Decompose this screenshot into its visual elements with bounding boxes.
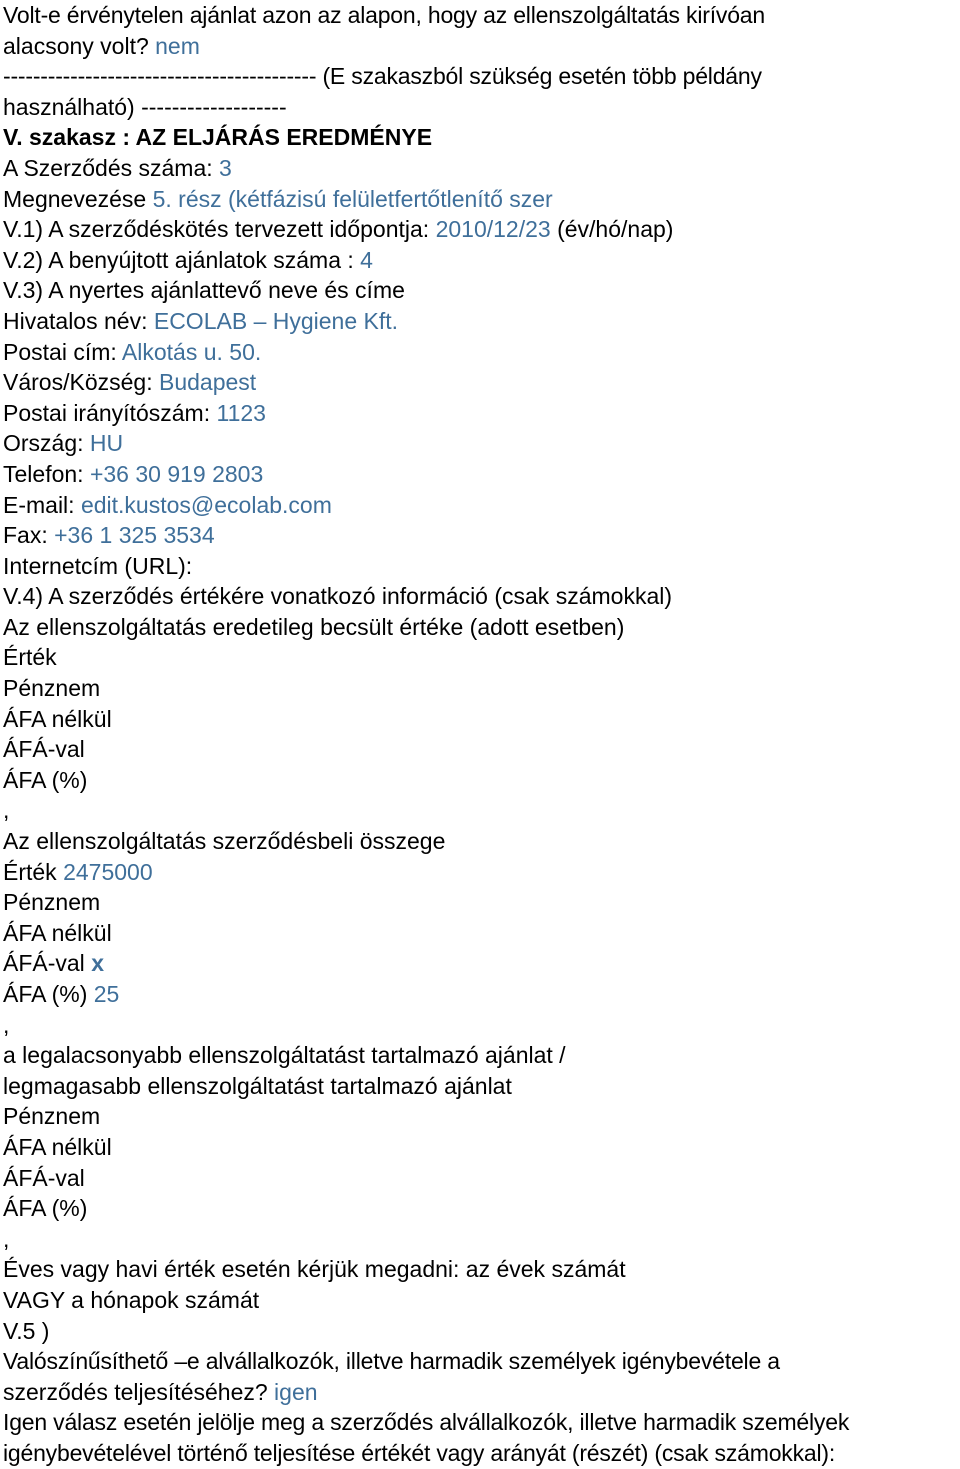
- section-title: V. szakasz : AZ ELJÁRÁS EREDMÉNYE: [3, 124, 433, 151]
- contract-name-value: 5. rész (kétfázisú felületfertőtlenítő szer: [152, 185, 553, 212]
- phone-value: +36 30 919 2803: [89, 460, 264, 487]
- contract-net-label: ÁFA nélkül: [3, 919, 112, 946]
- estimated-value-label: Érték: [3, 644, 57, 671]
- intro-line-2: alacsony volt? nem: [3, 32, 200, 59]
- winner-fax: Fax: +36 1 325 3534: [3, 522, 215, 549]
- winner-postal-address: Postai cím: Alkotás u. 50.: [3, 338, 262, 365]
- winner-email: E-mail: edit.kustos@ecolab.com: [3, 491, 332, 518]
- separator-line-1: ------------------------------------------ (E szakaszból szükség esetén több példány: [3, 63, 762, 90]
- winner-postcode: Postai irányítószám: 1123: [3, 399, 266, 426]
- annual-line-2: VAGY a hónapok számát: [3, 1286, 260, 1313]
- winner-official-name: Hivatalos név: ECOLAB – Hygiene Kft.: [3, 307, 399, 334]
- v3-winner-title: V.3) A nyertes ajánlattevő neve és címe: [3, 277, 405, 304]
- winner-country: Ország: HU: [3, 430, 124, 457]
- contract-vat-value: 25: [93, 981, 120, 1007]
- estimated-separator: ,: [3, 797, 10, 824]
- postal-address-value: Alkotás u. 50.: [121, 338, 262, 365]
- contract-gross-row: ÁFÁ-val x: [3, 950, 104, 977]
- gross-check-mark: x: [91, 950, 104, 977]
- country-value: HU: [89, 430, 124, 457]
- v5-label: V.5 ): [3, 1317, 50, 1344]
- email-value: edit.kustos@ecolab.com: [80, 491, 332, 518]
- contract-amount-value: Érték 2475000: [3, 858, 153, 885]
- offer-count-value: 4: [360, 246, 373, 273]
- winner-city: Város/Község: Budapest: [3, 369, 257, 396]
- contract-date-value: 2010/12/23: [435, 216, 551, 243]
- contract-amount-number: 2475000: [63, 858, 153, 885]
- document-page: [3, 0, 958, 1469]
- invalid-offer-answer: nem: [155, 32, 200, 59]
- subcontract-question-line-1: Valószínűsíthető –e alvállalkozók, illetve harmadik személyek igénybevétele a: [3, 1348, 780, 1375]
- estimated-currency-label: Pénznem: [3, 675, 101, 702]
- range-title-line-2: legmagasabb ellenszolgáltatást tartalmazó ajánlat: [3, 1072, 512, 1099]
- contract-separator: ,: [3, 1011, 10, 1038]
- estimated-vat-label: ÁFA (%): [3, 766, 88, 793]
- winner-phone: Telefon: +36 30 919 2803: [3, 460, 264, 487]
- contract-number: A Szerződés száma: 3: [3, 154, 232, 181]
- city-value: Budapest: [158, 369, 257, 396]
- estimated-net-label: ÁFA nélkül: [3, 705, 112, 732]
- range-separator: ,: [3, 1225, 10, 1252]
- subcontract-question-line-2: szerződés teljesítéséhez? igen: [3, 1378, 318, 1405]
- v1-contract-date: V.1) A szerződéskötés tervezett időpontja: 2010/12/23 (év/hó/nap): [3, 216, 674, 243]
- official-name-value: ECOLAB – Hygiene Kft.: [153, 307, 399, 334]
- contract-number-value: 3: [219, 154, 232, 181]
- fax-value: +36 1 325 3534: [54, 522, 215, 549]
- intro-line-1: Volt-e érvénytelen ajánlat azon az alapon, hogy az ellenszolgáltatás kirívóan: [3, 2, 765, 28]
- subcontract-instruction-line-2: igénybevételével történő teljesítése értékét vagy arányát (részét) (csak számokkal):: [3, 1439, 836, 1466]
- estimated-gross-label: ÁFÁ-val: [3, 736, 85, 763]
- estimated-value-title: Az ellenszolgáltatás eredetileg becsült értéke (adott esetben): [3, 613, 625, 640]
- range-gross-label: ÁFÁ-val: [3, 1164, 85, 1191]
- winner-url: Internetcím (URL):: [3, 552, 193, 579]
- range-net-label: ÁFA nélkül: [3, 1133, 112, 1160]
- separator-line-2: használható) -------------------: [3, 93, 287, 120]
- v4-title: V.4) A szerződés értékére vonatkozó információ (csak számokkal): [3, 583, 672, 610]
- range-currency-label: Pénznem: [3, 1103, 101, 1130]
- subcontract-instruction-line-1: Igen válasz esetén jelölje meg a szerződés alvállalkozók, illetve harmadik személyek: [3, 1409, 850, 1436]
- range-title-line-1: a legalacsonyabb ellenszolgáltatást tartalmazó ajánlat /: [3, 1042, 566, 1069]
- v2-offer-count: V.2) A benyújtott ajánlatok száma : 4: [3, 246, 373, 273]
- contract-name: Megnevezése 5. rész (kétfázisú felületfertőtlenítő szer: [3, 185, 553, 212]
- contract-amount-title: Az ellenszolgáltatás szerződésbeli összege: [3, 828, 446, 855]
- range-vat-label: ÁFA (%): [3, 1195, 88, 1222]
- postcode-value: 1123: [216, 399, 266, 426]
- subcontract-answer: igen: [274, 1378, 318, 1405]
- contract-currency-label: Pénznem: [3, 889, 101, 916]
- annual-line-1: Éves vagy havi érték esetén kérjük megadni: az évek számát: [3, 1256, 626, 1283]
- contract-vat-row: ÁFA (%) 25: [3, 981, 120, 1007]
